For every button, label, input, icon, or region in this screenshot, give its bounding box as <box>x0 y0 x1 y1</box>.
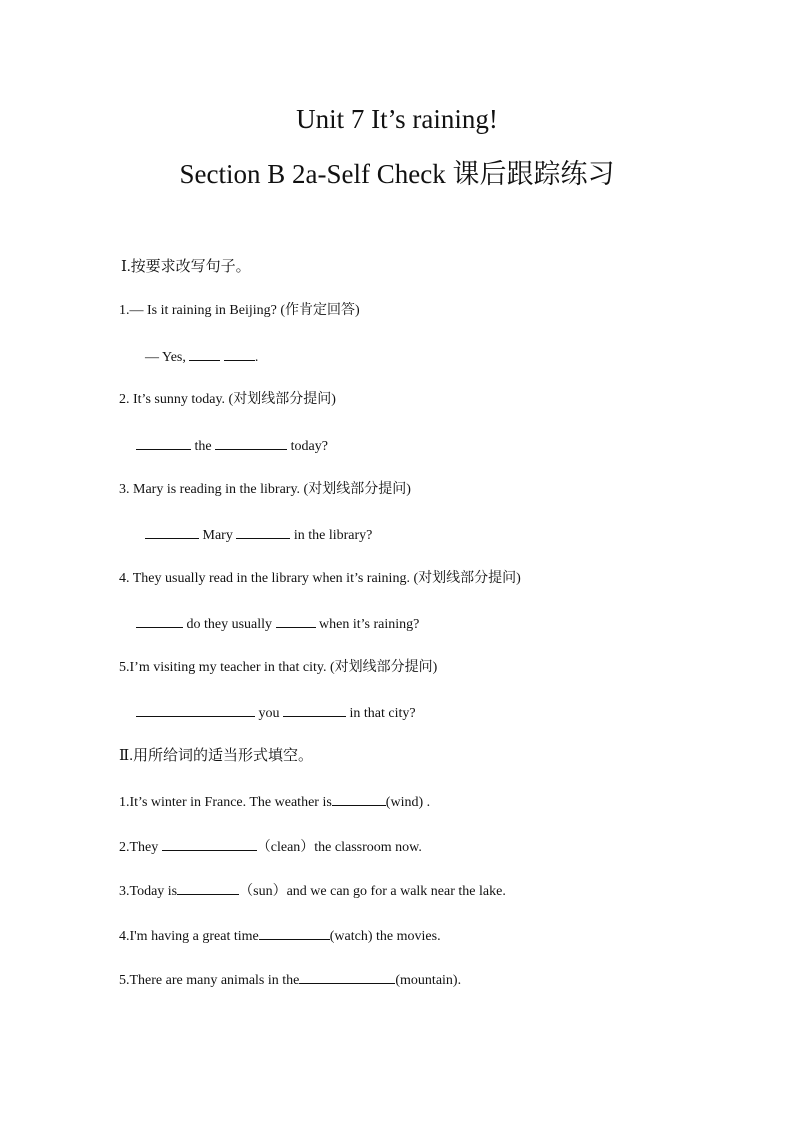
section-2-heading: Ⅱ.用所给词的适当形式填空。 <box>119 748 313 764</box>
fill-prefix: 3.Today is <box>119 884 178 899</box>
fill-item-2 <box>119 837 422 857</box>
fill-item-5 <box>119 970 461 990</box>
answer-line-2 <box>136 436 328 456</box>
question-4: 4. They usually read in the library when it’s raining. (对划线部分提问) <box>119 571 521 586</box>
fill-prefix: 4.I'm having a great time <box>119 929 259 944</box>
answer-line-1 <box>145 347 258 367</box>
fill-prefix: 5.There are many animals in the <box>119 973 300 988</box>
fill-suffix: （clean）the classroom now. <box>256 840 422 855</box>
question-3: 3. Mary is reading in the library. (对划线部分提问) <box>119 482 411 497</box>
fill-suffix: (mountain). <box>395 973 462 988</box>
document-subtitle: Section B 2a-Self Check 课后跟踪练习 <box>179 159 615 189</box>
blank[interactable] <box>299 970 395 984</box>
blank[interactable] <box>224 347 255 361</box>
question-2: 2. It’s sunny today. (对划线部分提问) <box>119 392 336 407</box>
blank[interactable] <box>276 614 316 628</box>
blank[interactable] <box>136 703 255 717</box>
blank[interactable] <box>283 703 346 717</box>
fill-prefix: 1.It’s winter in France. The weather is <box>119 795 332 810</box>
answer-suffix: when it’s raining? <box>319 617 420 632</box>
answer-prefix: — Yes, <box>145 350 186 365</box>
blank[interactable] <box>215 436 287 450</box>
fill-suffix: (wind) . <box>385 795 431 810</box>
fill-prefix: 2.They <box>119 840 159 855</box>
blank[interactable] <box>145 525 199 539</box>
answer-suffix: today? <box>290 439 328 454</box>
answer-suffix: in that city? <box>349 706 416 721</box>
blank[interactable] <box>259 926 330 940</box>
blank[interactable] <box>162 837 257 851</box>
answer-middle: do they usually <box>186 617 273 632</box>
fill-suffix: (watch) the movies. <box>329 929 441 944</box>
fill-item-4 <box>119 926 441 946</box>
fill-suffix: （sun）and we can go for a walk near the lake. <box>239 884 506 899</box>
blank[interactable] <box>177 881 239 895</box>
answer-middle: the <box>194 439 212 454</box>
blank[interactable] <box>136 436 191 450</box>
answer-line-5 <box>136 703 416 723</box>
answer-middle: you <box>258 706 280 721</box>
question-1: 1.— Is it raining in Beijing? (作肯定回答) <box>119 303 360 318</box>
answer-line-4 <box>136 614 419 634</box>
section-1-heading: Ⅰ.按要求改写句子。 <box>121 259 251 275</box>
answer-suffix: . <box>254 350 259 365</box>
question-5: 5.I’m visiting my teacher in that city. (对划线部分提问) <box>119 660 438 675</box>
blank[interactable] <box>236 525 290 539</box>
document-title: Unit 7 It’s raining! <box>296 104 498 134</box>
blank[interactable] <box>332 792 386 806</box>
answer-line-3 <box>145 525 372 545</box>
fill-item-3 <box>119 881 506 901</box>
answer-suffix: in the library? <box>293 528 373 543</box>
fill-item-1 <box>119 792 430 812</box>
blank[interactable] <box>136 614 183 628</box>
answer-middle: Mary <box>202 528 233 543</box>
blank[interactable] <box>189 347 220 361</box>
